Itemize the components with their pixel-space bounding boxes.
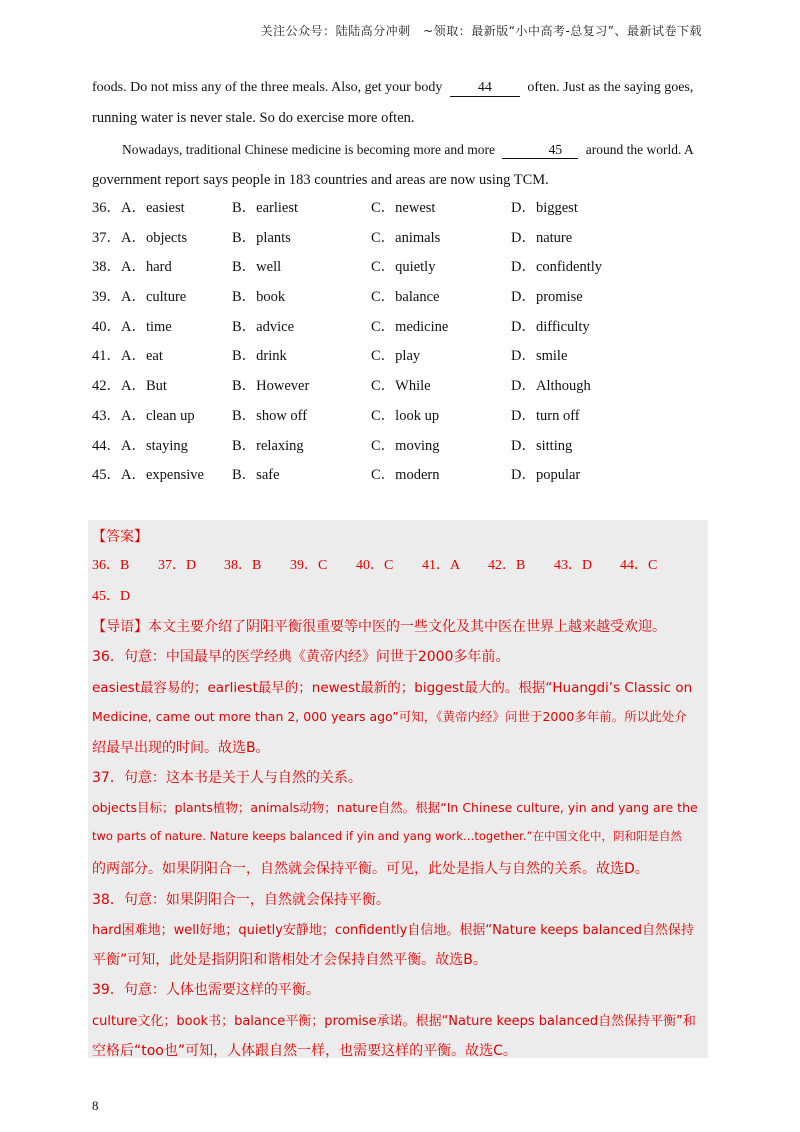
option-b: B．plants (232, 229, 291, 246)
option-a: 44．A．staying (92, 437, 188, 454)
option-d: D．sitting (511, 437, 573, 454)
option-c: C．modern (371, 467, 440, 484)
option-b: B．well (232, 259, 282, 276)
option-a: 36．A．easiest (92, 200, 185, 216)
answer-key: 44．C (620, 558, 658, 573)
explanation-line: 37．句意：这本书是关于人与自然的关系。 (92, 770, 362, 786)
answer-key: 43．D (554, 558, 593, 573)
explanation-line: 平衡”可知，此处是指阴阳和谐相处才会保持自然平衡。故选B。 (92, 952, 487, 968)
option-d: D．biggest (511, 200, 578, 216)
option-a: 41．A．eat (92, 348, 163, 365)
page-number: 8 (92, 1098, 99, 1113)
option-b: B．earliest (232, 200, 299, 216)
option-row (92, 196, 712, 226)
explanation-line: 36．句意：中国最早的医学经典《黄帝内经》问世于2000多年前。 (92, 649, 510, 665)
option-a: 42．A．But (92, 378, 167, 395)
explanation-line: 【导语】本文主要介绍了阴阳平衡很重要等中医的一些文化及其中医在世界上越来越受欢迎。 (92, 619, 666, 635)
passage-line-4: government report says people in 183 countries and areas are now using TCM. (92, 172, 549, 188)
option-c: C．look up (371, 407, 440, 424)
answer-key: 40．C (356, 558, 394, 573)
option-b: B．drink (232, 348, 287, 365)
option-b: B．safe (232, 467, 280, 484)
option-b: B．show off (232, 407, 308, 424)
answer-key: 39．C (290, 558, 328, 573)
option-row (92, 463, 712, 493)
option-d: D．nature (511, 229, 573, 246)
passage-line-3 (92, 134, 708, 165)
option-row (92, 285, 712, 315)
passage-text: Nowadays, traditional Chinese medicine is becoming more and more (122, 142, 496, 157)
options-list (92, 196, 712, 493)
answer-key: 42．B (488, 558, 526, 573)
passage-text: around the world. A (585, 142, 694, 157)
option-row (92, 315, 712, 345)
option-c: C．While (371, 378, 431, 395)
option-a: 40．A．time (92, 318, 172, 335)
option-d: D．confidently (511, 259, 603, 276)
option-b: B．However (232, 378, 310, 395)
option-c: C．balance (371, 289, 440, 306)
answer-heading: 【答案】 (92, 529, 148, 545)
option-c: C．animals (371, 229, 441, 246)
passage-line-2: running water is never stale. So do exercise more often. (92, 110, 415, 126)
explanation-line: 空格后“too也”可知，人体跟自然一样，也需要这样的平衡。故选C。 (92, 1043, 517, 1059)
passage-text: often. Just as the saying goes, (527, 80, 694, 95)
option-c: C．newest (371, 200, 436, 216)
answer-keys (92, 554, 692, 574)
answer-key: 37．D (158, 558, 197, 573)
blank-44: 44 (450, 80, 520, 97)
option-row (92, 374, 712, 404)
passage (92, 72, 708, 196)
option-c: C．quietly (371, 259, 436, 276)
passage-line-1 (92, 72, 708, 103)
option-d: D．smile (511, 348, 568, 365)
option-row (92, 344, 712, 374)
option-c: C．medicine (371, 318, 449, 335)
option-b: B．relaxing (232, 437, 304, 454)
explanation-line: easiest最容易的；earliest最早的；newest最新的；biggest最大的。根据“Huangdi’s Classic on (92, 680, 693, 696)
option-d: D．Although (511, 378, 591, 395)
option-a: 37．A．objects (92, 229, 188, 246)
explanation-line: 的两部分。如果阴阳合一，自然就会保持平衡。可见，此处是指人与自然的关系。故选D。 (92, 861, 649, 877)
explanation-line: culture文化；book书；balance平衡；promise承诺。根据“Nature keeps balanced自然保持平衡”和 (92, 1014, 696, 1029)
explanation-line: hard困难地；well好地；quietly安静地；confidently自信地。根据“Nature keeps balanced自然保持 (92, 923, 694, 938)
blank-45: 45 (502, 142, 578, 159)
passage-text: foods. Do not miss any of the three meals. Also, get your body (92, 80, 443, 95)
option-row (92, 226, 712, 256)
explanation-line: 39．句意：人体也需要这样的平衡。 (92, 982, 320, 998)
explanation-line: 38．句意：如果阴阳合一，自然就会保持平衡。 (92, 892, 390, 908)
explanation-line: Medicine, came out more than 2, 000 years ago”可知，《黄帝内经》问世于2000多年前。所以此处介 (92, 709, 687, 724)
option-c: C．play (371, 348, 421, 365)
answer-key-last: 45．D (92, 589, 131, 604)
option-b: B．book (232, 289, 286, 306)
explanation-line: two parts of nature. Nature keeps balanced if yin and yang work…together.”在中国文化中，阴和阳是自然 (92, 829, 682, 843)
explanation-line: 绍最早出现的时间。故选B。 (92, 740, 270, 756)
answer-section (88, 520, 708, 1058)
option-a: 38．A．hard (92, 259, 172, 276)
option-a: 45．A．expensive (92, 467, 204, 484)
option-row (92, 404, 712, 434)
page-header: 关注公众号：陆陆高分冲刺 ~领取：最新版“小中高考-总复习”、最新试卷下载 (260, 24, 702, 38)
answer-key: 36．B (92, 558, 130, 573)
option-row (92, 255, 712, 285)
answer-key: 41．A (422, 558, 461, 573)
option-c: C．moving (371, 437, 440, 454)
option-d: D．turn off (511, 407, 580, 424)
option-b: B．advice (232, 318, 295, 335)
option-d: D．difficulty (511, 318, 590, 335)
option-d: D．promise (511, 289, 583, 306)
option-a: 39．A．culture (92, 289, 187, 306)
answer-key: 38．B (224, 558, 262, 573)
option-row (92, 434, 712, 464)
option-d: D．popular (511, 467, 581, 484)
explanation-line: objects目标；plants植物；animals动物；nature自然。根据“In Chinese culture, yin and yang are the (92, 800, 698, 815)
option-a: 43．A．clean up (92, 407, 195, 424)
